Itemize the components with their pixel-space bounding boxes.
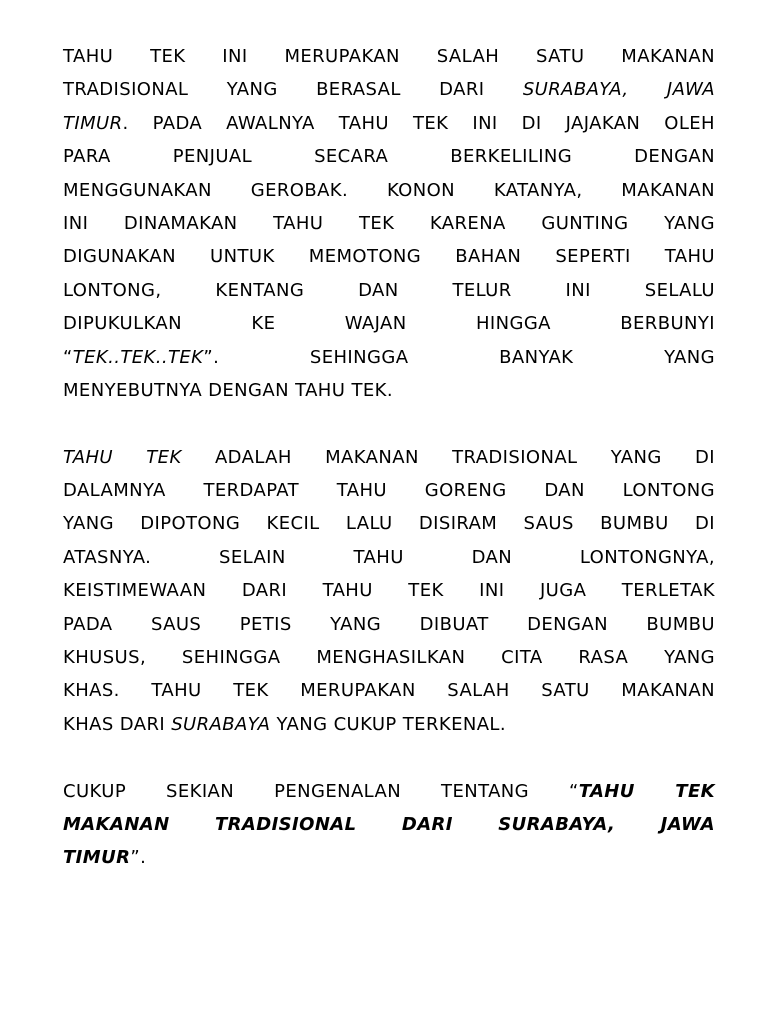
text-line — [63, 73, 715, 106]
text-segment: PARA PENJUAL SECARA BERKELILING DENGAN — [63, 146, 715, 168]
text-line — [63, 641, 715, 674]
text-segment: TAHU TEK INI MERUPAKAN SALAH SATU MAKANAN — [63, 46, 715, 67]
text-segment: KHAS DARI — [63, 713, 172, 735]
text-line — [63, 274, 715, 307]
text-line — [63, 240, 715, 273]
text-line — [63, 441, 715, 474]
text-segment: YANG DIPOTONG KECIL LALU DISIRAM SAUS BUMBU DI — [63, 513, 715, 535]
text-line — [63, 341, 715, 374]
text-line — [63, 107, 715, 140]
text-line — [63, 608, 715, 641]
text-line — [63, 307, 715, 340]
text-segment: TAHU TEK — [63, 446, 182, 468]
text-line — [63, 674, 715, 707]
text-segment: SURABAYA — [171, 713, 271, 735]
document-page — [63, 40, 715, 875]
text-line — [63, 507, 715, 540]
text-segment: CUKUP SEKIAN PENGENALAN TENTANG “ — [63, 780, 579, 802]
text-segment: “ — [63, 346, 73, 368]
text-line — [63, 808, 715, 841]
text-segment: TIMUR — [63, 112, 123, 134]
text-segment: MENGGUNAKAN GEROBAK. KONON KATANYA, MAKANAN — [63, 179, 715, 201]
text-segment: ATASNYA. SELAIN TAHU DAN LONTONGNYA, — [63, 546, 715, 568]
text-line — [63, 374, 715, 407]
text-line — [63, 541, 715, 574]
text-segment: DIPUKULKAN KE WAJAN HINGGA BERBUNYI — [63, 313, 715, 335]
paragraph-gap — [63, 741, 715, 774]
text-segment: LONTONG, KENTANG DAN TELUR INI SELALU — [63, 279, 715, 301]
text-segment: DIGUNAKAN UNTUK MEMOTONG BAHAN SEPERTI TAHU — [63, 246, 715, 268]
text-segment: INI DINAMAKAN TAHU TEK KARENA GUNTING YANG — [63, 212, 715, 234]
text-segment: KHUSUS, SEHINGGA MENGHASILKAN CITA RASA YANG — [63, 647, 715, 669]
text-segment: TEK..TEK..TEK — [72, 346, 204, 368]
paragraph-gap — [63, 407, 715, 440]
text-line — [63, 40, 715, 73]
text-line — [63, 474, 715, 507]
text-segment: MENYEBUTNYA DENGAN TAHU TEK. — [63, 379, 393, 401]
text-line — [63, 708, 715, 741]
text-line — [63, 841, 715, 874]
text-line — [63, 140, 715, 173]
text-segment: PADA SAUS PETIS YANG DIBUAT DENGAN BUMBU — [63, 613, 715, 635]
text-line — [63, 174, 715, 207]
text-segment: DALAMNYA TERDAPAT TAHU GORENG DAN LONTONG — [63, 480, 715, 502]
text-line — [63, 574, 715, 607]
paragraph-1 — [63, 40, 715, 407]
text-segment: ”. SEHINGGA BANYAK YANG — [203, 346, 715, 368]
text-line — [63, 775, 715, 808]
text-segment: . PADA AWALNYA TAHU TEK INI DI JAJAKAN OLEH — [122, 112, 715, 134]
text-segment: TIMUR — [63, 847, 131, 869]
text-segment: YANG CUKUP TERKENAL. — [270, 713, 506, 735]
text-segment: MAKANAN TRADISIONAL DARI SURABAYA, JAWA — [63, 813, 715, 835]
text-segment: TRADISIONAL YANG BERASAL DARI — [63, 79, 523, 101]
text-segment: KHAS. TAHU TEK MERUPAKAN SALAH SATU MAKANAN — [63, 680, 715, 702]
text-segment: TAHU TEK — [578, 780, 715, 802]
paragraph-2 — [63, 441, 715, 742]
text-segment: ”. — [130, 847, 147, 869]
paragraph-3 — [63, 775, 715, 875]
text-segment: KEISTIMEWAAN DARI TAHU TEK INI JUGA TERLETAK — [63, 580, 715, 602]
text-segment: SURABAYA, JAWA — [522, 79, 715, 101]
text-segment: ADALAH MAKANAN TRADISIONAL YANG DI — [181, 446, 715, 468]
text-line — [63, 207, 715, 240]
